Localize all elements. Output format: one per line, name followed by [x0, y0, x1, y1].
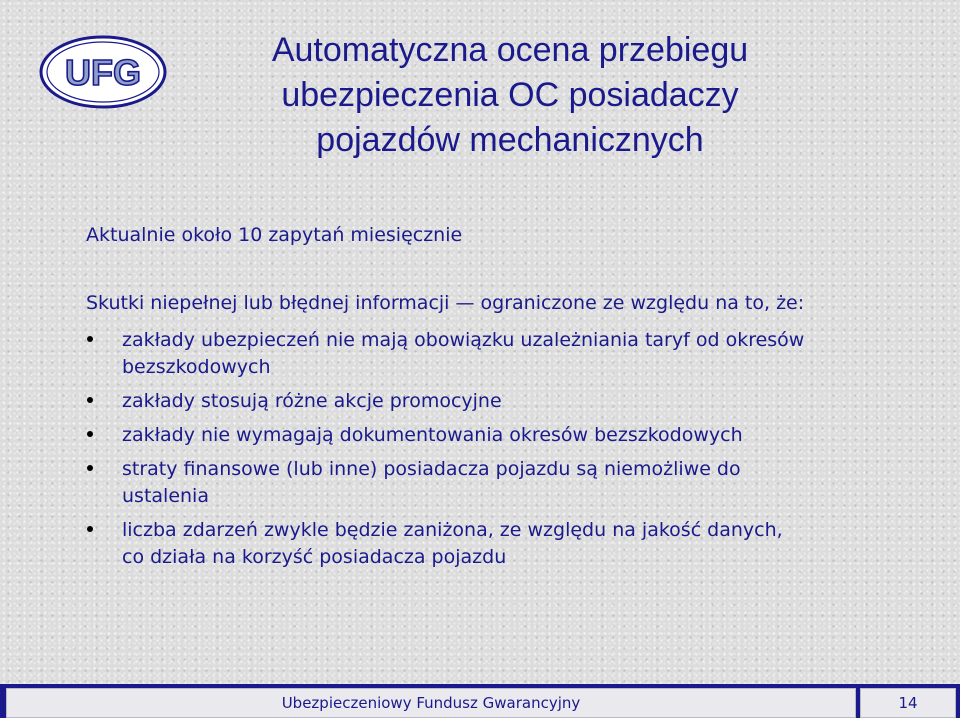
bullet-text-line: ustalenia: [122, 485, 209, 507]
bullet-dot-icon: [87, 336, 93, 342]
bullet-item: [86, 517, 886, 571]
bullet-text-line: bezszkodowych: [122, 356, 271, 378]
bullet-dot-icon: [87, 526, 93, 532]
ufg-logo-graphic: [38, 34, 168, 110]
ufg-logo: [38, 34, 168, 110]
svg-text:UFG: UFG: [65, 52, 141, 93]
intro-text: Aktualnie około 10 zapytań miesięcznie: [86, 224, 463, 246]
bullet-text-line: zakłady ubezpieczeń nie mają obowiązku uzależniania taryf od okresów: [122, 329, 805, 351]
footer-org-name: Ubezpieczeniowy Fundusz Gwarancyjny: [281, 694, 581, 712]
bullet-text-line: liczba zdarzeń zwykle będzie zaniżona, ze względu na jakość danych,: [122, 519, 783, 541]
bullet-dot-icon: [87, 397, 93, 403]
bullet-item: [86, 456, 886, 510]
bullet-text-line: zakłady nie wymagają dokumentowania okresów bezszkodowych: [122, 424, 743, 446]
bullet-dot-icon: [87, 431, 93, 437]
bullet-text-line: co działa na korzyść posiadacza pojazdu: [122, 546, 507, 568]
bullet-item: [86, 388, 886, 415]
footer-bar: [0, 684, 960, 718]
slide-title: [230, 28, 790, 163]
title-line-2: ubezpieczenia OC posiadaczy: [281, 76, 739, 114]
bullet-text-line: straty finansowe (lub inne) posiadacza pojazdu są niemożliwe do: [122, 458, 741, 480]
bullet-item: [86, 327, 886, 381]
page-number: 14: [860, 688, 956, 718]
lead-text: Skutki niepełnej lub błędnej informacji — ograniczone ze względu na to, że:: [86, 292, 805, 314]
bullet-item: [86, 422, 886, 449]
title-line-3: pojazdów mechanicznych: [316, 121, 704, 159]
footer-org-box: [6, 688, 856, 718]
bullet-dot-icon: [87, 465, 93, 471]
bullet-list: [86, 327, 886, 578]
title-line-1: Automatyczna ocena przebiegu: [271, 31, 749, 69]
bullet-text-line: zakłady stosują różne akcje promocyjne: [122, 390, 502, 412]
